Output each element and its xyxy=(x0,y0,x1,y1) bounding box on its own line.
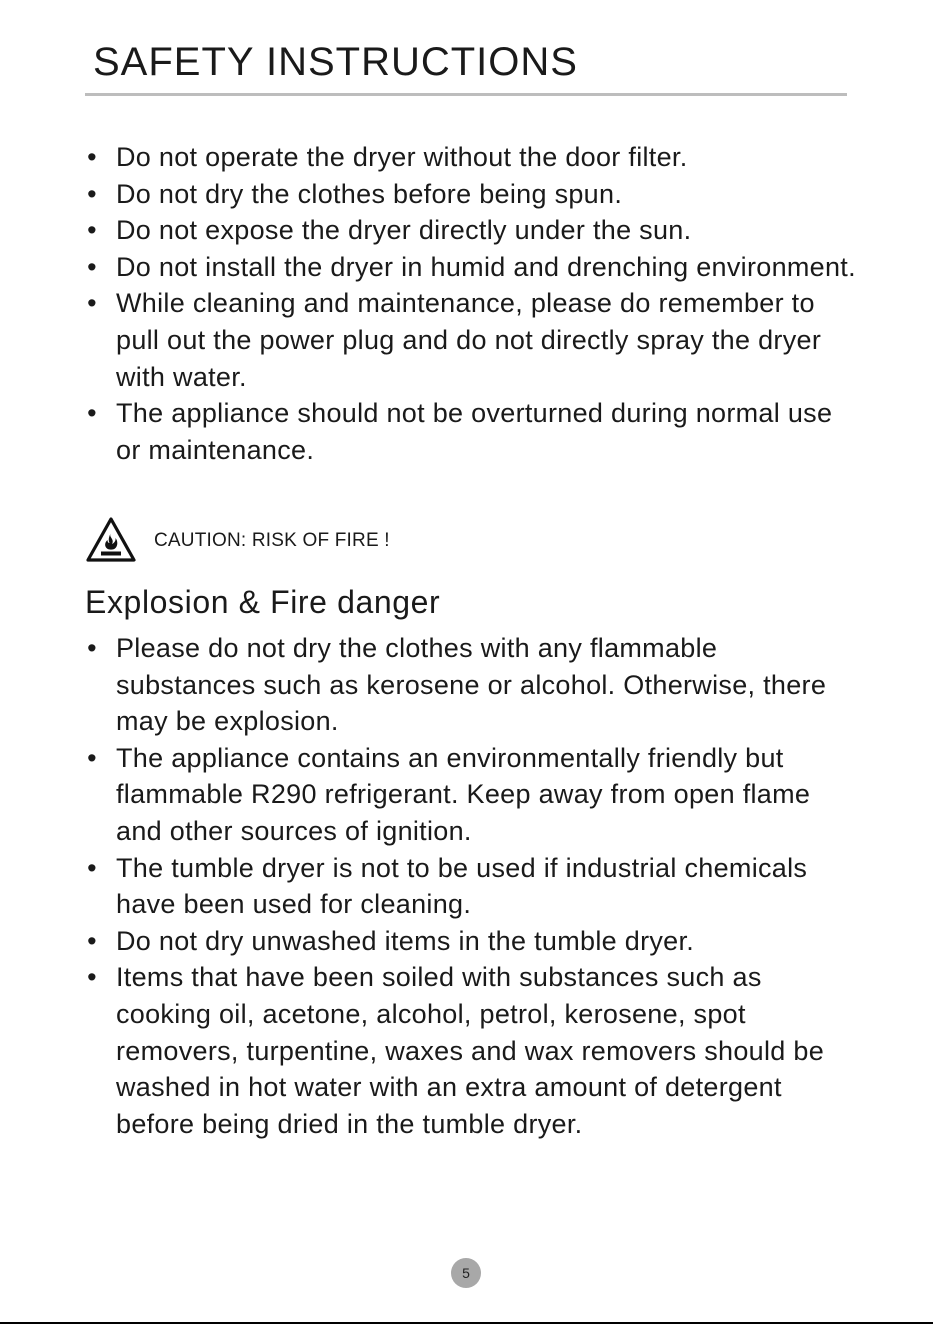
page-title: SAFETY INSTRUCTIONS xyxy=(93,40,578,84)
bullet-icon: • xyxy=(87,633,97,663)
bullet-icon: • xyxy=(87,178,97,209)
list-item-text: Do not install the dryer in humid and drenching environment. xyxy=(116,251,856,282)
list-item-text: The appliance should not be overturned during normal use or maintenance. xyxy=(116,398,833,465)
list-item xyxy=(85,212,915,249)
bullet-icon: • xyxy=(87,742,97,773)
caution-notice xyxy=(85,515,390,565)
bullet-icon: • xyxy=(87,215,97,246)
list-item-text: Items that have been soiled with substances such as cooking oil, acetone, alcohol, petrol, kerosene, spot removers, turpentine, waxes and wax removers should be washed in hot water with an extra amount of detergent before being dried in the tumble dryer. xyxy=(116,962,825,1139)
list-item-text: Do not expose the dryer directly under the sun. xyxy=(116,215,692,246)
list-item-text: Do not dry the clothes before being spun. xyxy=(116,178,623,209)
list-item-text: Do not operate the dryer without the door filter. xyxy=(116,142,688,172)
list-item xyxy=(85,923,885,960)
list-item-text: The appliance contains an environmentally friendly but flammable R290 refrigerant. Keep away from open flame and other sources of ignition. xyxy=(116,742,811,846)
list-item xyxy=(85,139,915,176)
bullet-icon: • xyxy=(87,251,97,282)
bullet-icon: • xyxy=(87,962,97,993)
list-item xyxy=(85,395,915,468)
page-number-badge xyxy=(451,1258,481,1288)
list-item xyxy=(85,850,885,923)
page-number: 5 xyxy=(462,1265,470,1281)
list-item-text: Do not dry unwashed items in the tumble dryer. xyxy=(116,925,695,956)
section-heading: Explosion & Fire danger xyxy=(85,584,441,620)
bullet-icon: • xyxy=(87,142,97,172)
list-item-text: While cleaning and maintenance, please do remember to pull out the power plug and do not directly spray the dryer with water. xyxy=(116,288,822,392)
list-item xyxy=(85,249,915,286)
list-item-text: The tumble dryer is not to be used if industrial chemicals have been used for cleaning. xyxy=(116,852,808,920)
list-item xyxy=(85,740,885,850)
flammable-warning-icon xyxy=(85,516,137,564)
caution-text: CAUTION: RISK OF FIRE ! xyxy=(154,530,390,551)
list-item-text: Please do not dry the clothes with any flammable substances such as kerosene or alcohol. Otherwise, there may be explosion. xyxy=(116,633,827,737)
list-item xyxy=(85,959,885,1142)
list-item xyxy=(85,285,915,395)
explosion-list xyxy=(85,630,885,1142)
bullet-icon: • xyxy=(87,288,97,319)
bullet-icon: • xyxy=(87,925,97,956)
bullet-icon: • xyxy=(87,852,97,883)
safety-list xyxy=(85,139,915,468)
list-item xyxy=(85,630,885,740)
bullet-icon: • xyxy=(87,398,97,429)
title-divider xyxy=(85,93,847,96)
list-item xyxy=(85,176,915,213)
